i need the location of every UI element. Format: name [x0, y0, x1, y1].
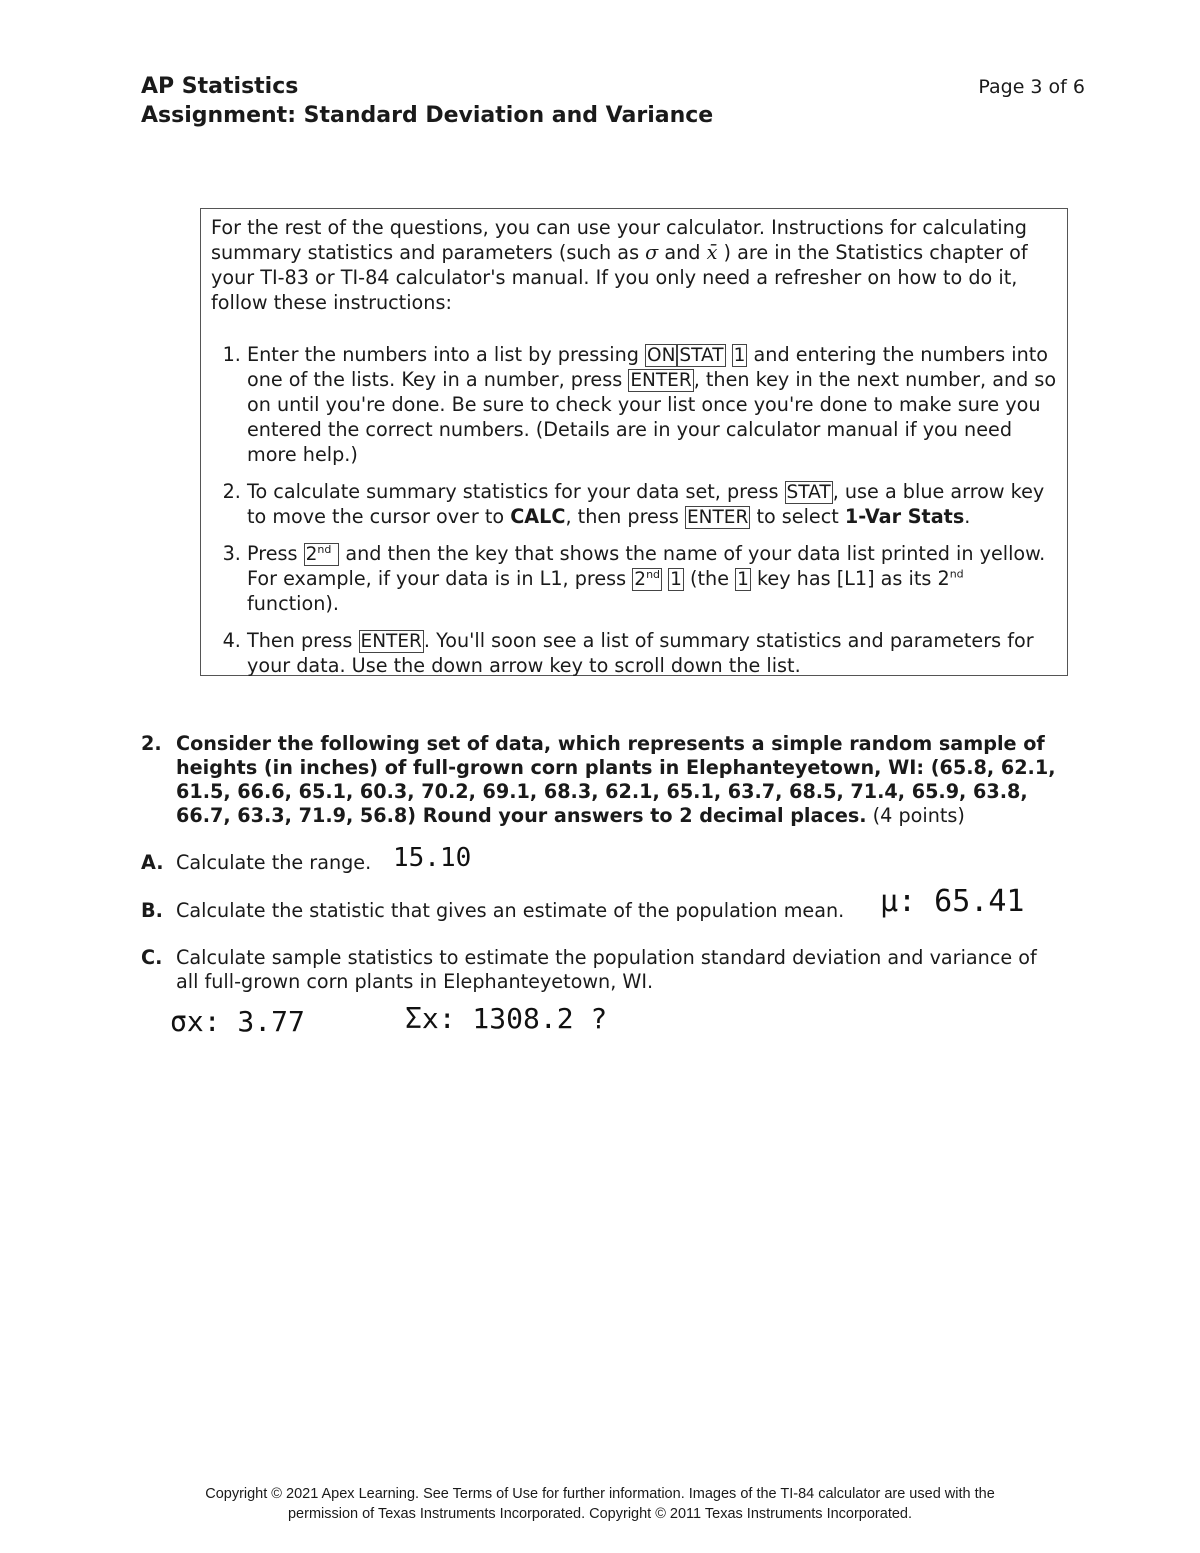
part-c-handwritten-answer-sum: Σx: 1308.2 ?: [405, 1002, 608, 1035]
question-prompt: Consider the following set of data, which represents a simple random sample of heights (in inches) of full-grown corn plants in Elephanteyetown, WI: (65.8, 62.1, 61.5, 66.6, 65.1, 60.3, 70.2, 69.1, 68.3, 62.1, 65.1, 63.7, 68.5, 71.4, 65.9, 63.8, 66.7, 63.3, 71.9, 56.8) Round your answers to 2 decimal places.: [176, 732, 1056, 827]
page-number: Page 3 of 6: [978, 76, 1085, 98]
part-a-label: A.: [141, 851, 164, 874]
part-c-text: Calculate sample statistics to estimate the population standard deviation and variance of all full-grown corn plants in Elephanteyetown, WI.: [176, 946, 1037, 993]
instructions-intro: For the rest of the questions, you can use your calculator. Instructions for calculating summary statistics and parameters (such as σ and x̄ ) are in the Statistics chapter of your TI-83 or TI-84 calculator's manual. If you only need a refresher on how to do it, follow these instructions:: [211, 216, 1028, 314]
key-on: ON: [647, 345, 676, 366]
key-1: 1: [670, 569, 682, 590]
key-stat: STAT: [786, 482, 831, 503]
assignment-title: Assignment: Standard Deviation and Variance: [141, 103, 714, 128]
key-stat: STAT: [679, 345, 724, 366]
copyright-line-2: permission of Texas Instruments Incorporated. Copyright © 2011 Texas Instruments Incorporated.: [287, 1506, 913, 1522]
part-c: [141, 946, 1063, 994]
question-number: 2.: [141, 732, 162, 755]
instruction-step-1: 1. Enter the numbers into a list by pressing ON STAT 1 and entering the numbers into one of the lists. Key in a number, press ENTER , then key in the next number, and so on until you're done. Be sure to check your list once you're done to make sure you entered the correct numbers. (Details are in your calculator manual if you need more help.): [247, 342, 1057, 467]
xbar-symbol: x̄: [706, 241, 718, 264]
key-1: 1: [737, 569, 749, 590]
copyright-footer: [160, 1484, 1040, 1524]
part-c-label: C.: [141, 946, 163, 969]
copyright-line-1: Copyright © 2021 Apex Learning. See Terms of Use for further information. Images of the TI-84 calculator are used with the: [205, 1486, 995, 1502]
part-c-handwritten-answer-sd: σx: 3.77: [170, 1005, 305, 1038]
one-var-stats-label: 1-Var Stats: [844, 505, 965, 528]
document-header: [141, 72, 713, 130]
part-b-label: B.: [141, 899, 163, 922]
instruction-step-4: 4. Then press ENTER . You'll soon see a list of summary statistics and parameters for your data. Use the down arrow key to scroll down the list.: [247, 628, 1057, 678]
instruction-steps: [211, 342, 1057, 678]
sigma-symbol: σ: [645, 241, 659, 264]
key-enter: ENTER: [686, 507, 749, 528]
key-1: 1: [733, 345, 746, 366]
part-b-text: Calculate the statistic that gives an estimate of the population mean.: [176, 899, 845, 922]
key-2nd: 2nd: [634, 567, 661, 590]
instruction-step-2: 2. To calculate summary statistics for your data set, press STAT , use a blue arrow key to move the cursor over to CALC, then press ENTER to select 1-Var Stats.: [247, 479, 1057, 529]
course-title: AP Statistics: [141, 74, 299, 99]
question-2: [141, 732, 1063, 828]
part-b-handwritten-answer: μ: 65.41: [880, 884, 1025, 919]
calc-menu-label: CALC: [510, 505, 566, 528]
part-a-text: Calculate the range.: [176, 851, 372, 874]
instruction-step-3: 3. Press 2nd and then the key that shows the name of your data list printed in yellow. For example, if your data is in L1, press 2nd 1 (the 1 key has [L1] as its 2nd function).: [247, 541, 1057, 616]
key-enter: ENTER: [630, 370, 692, 391]
calculator-instructions-box: [200, 208, 1068, 676]
part-a: [141, 851, 1063, 875]
key-2nd: 2nd: [304, 543, 340, 566]
question-points: (4 points): [866, 804, 965, 827]
key-enter: ENTER: [360, 631, 422, 652]
part-a-handwritten-answer: 15.10: [393, 843, 472, 873]
